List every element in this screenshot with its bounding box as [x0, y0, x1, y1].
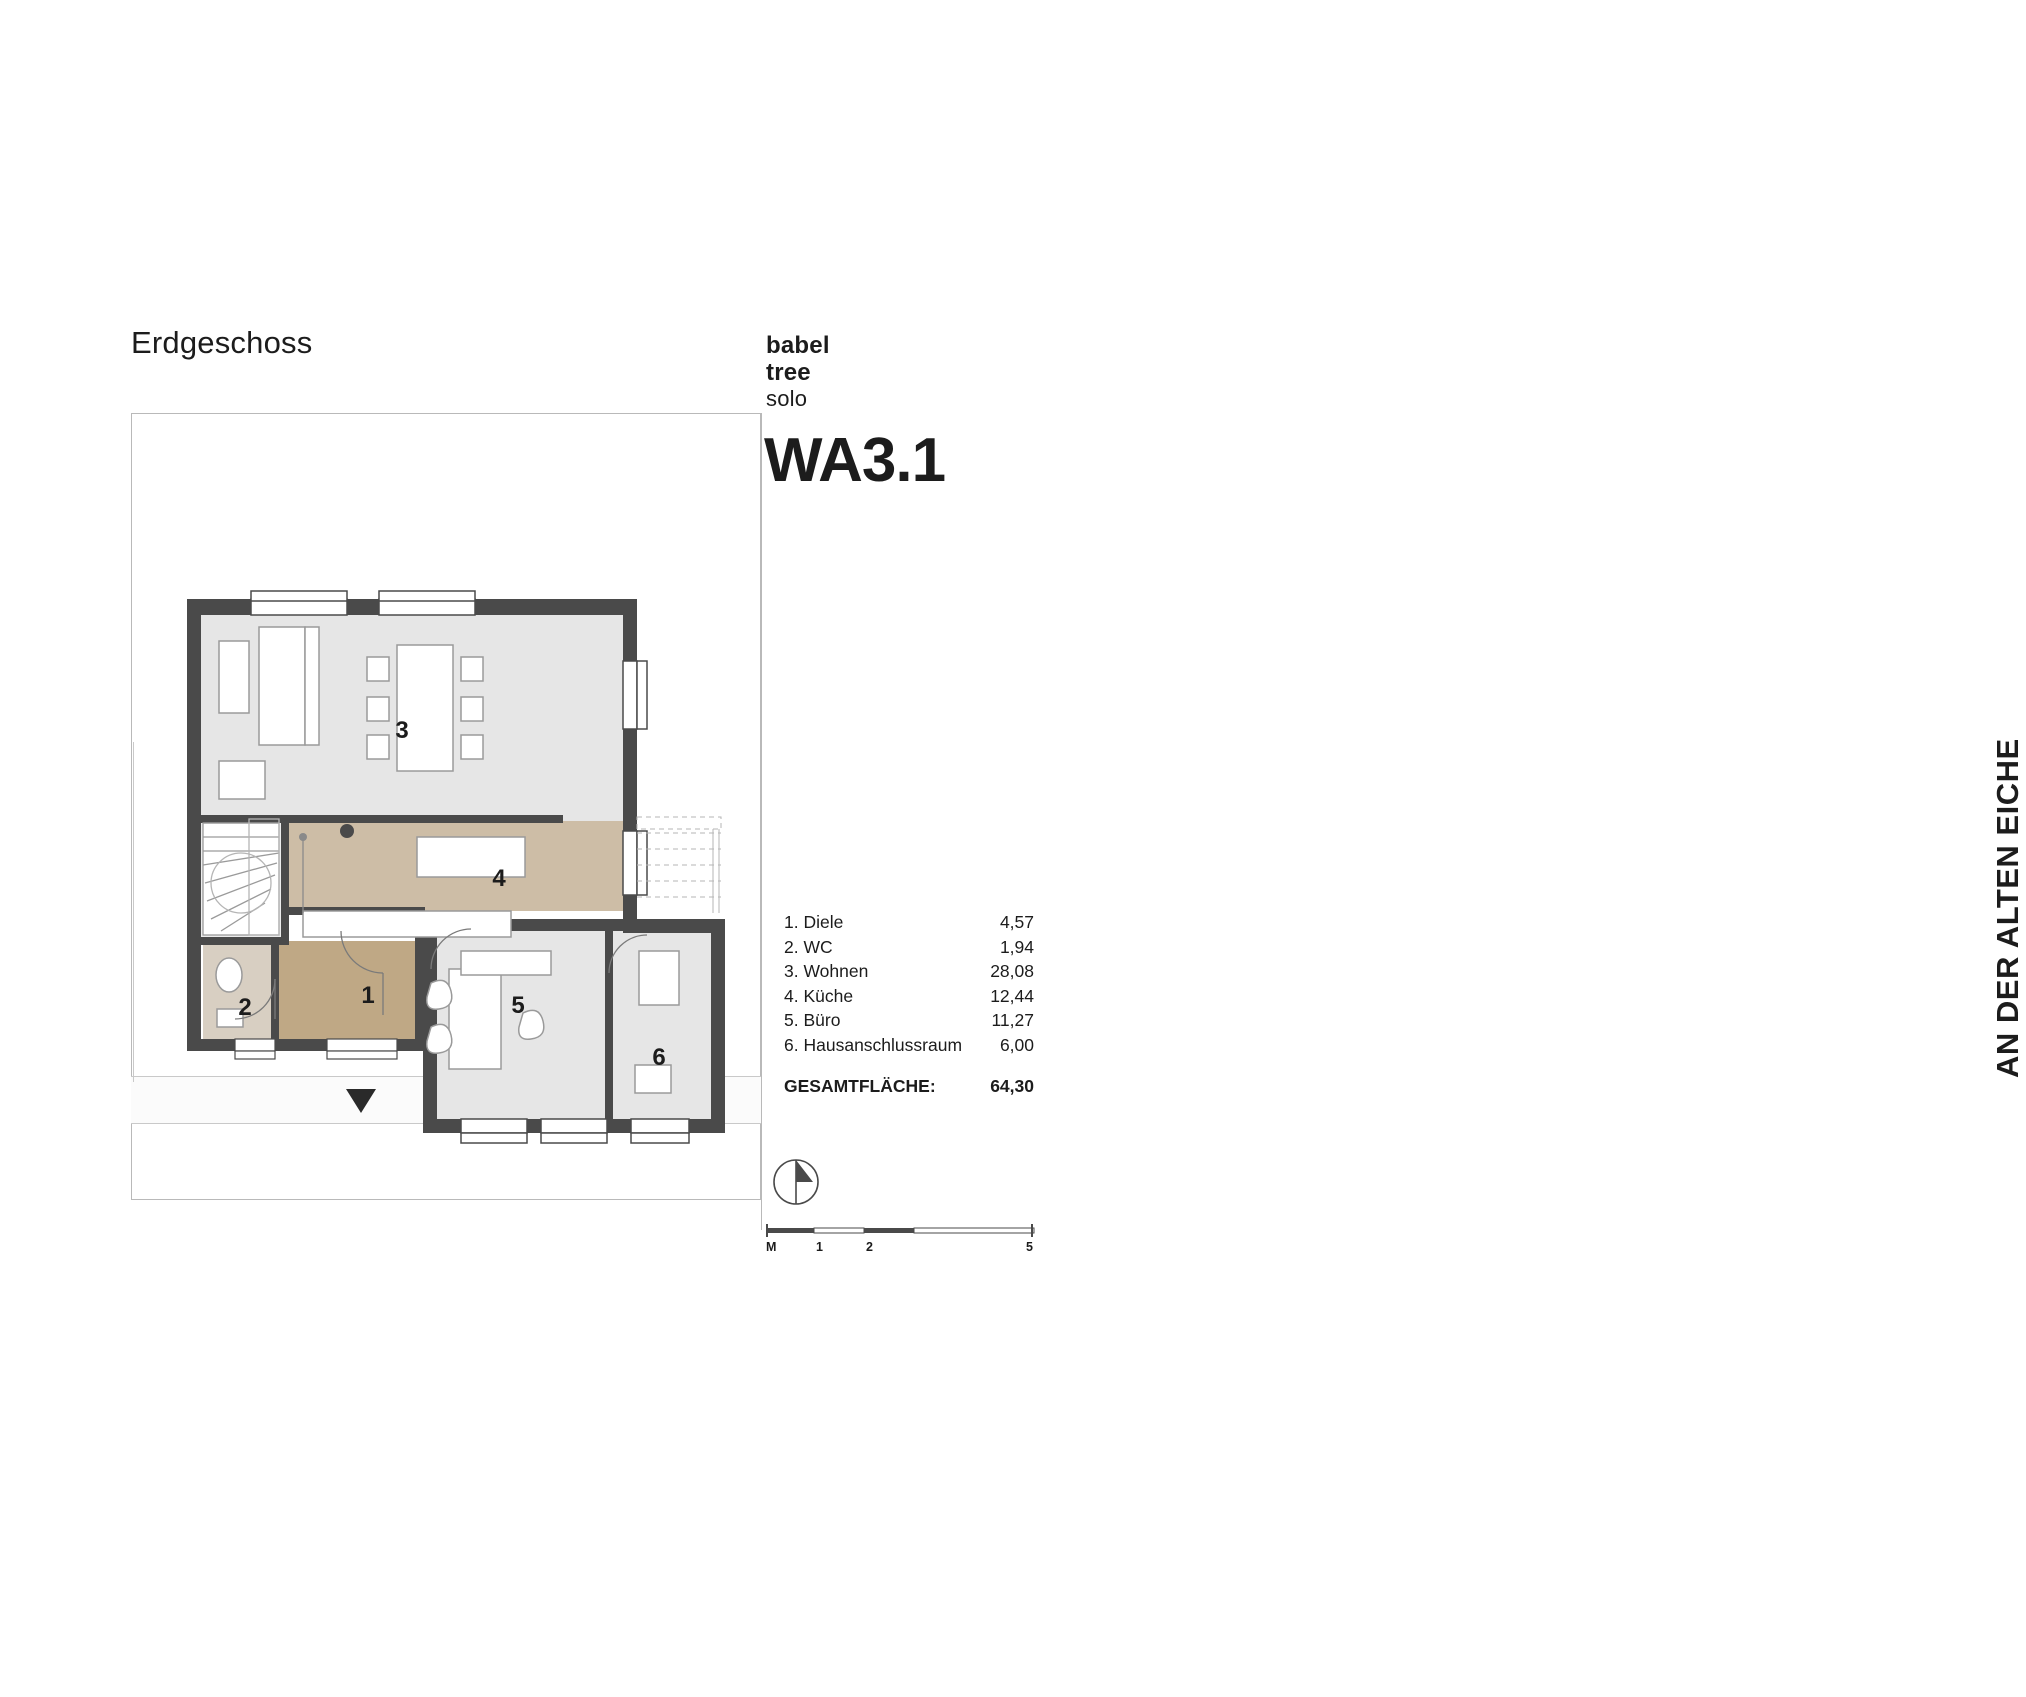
legend-row-2: [784, 937, 1034, 958]
legend-name-2: WC: [803, 936, 833, 957]
legend-area-3: 28,08: [990, 961, 1034, 981]
floorplan-drawing: [131, 413, 771, 1213]
ceiling-point-marker: [340, 824, 354, 838]
room-number-6: 6: [652, 1044, 666, 1071]
scale-tick-1: 1: [816, 1240, 823, 1254]
total-area-label: GESAMTFLÄCHE:: [784, 1075, 936, 1096]
scale-bar: [766, 1222, 1034, 1262]
legend-row-5: [784, 1010, 1034, 1031]
legend-number-1: 1.: [784, 912, 799, 932]
legend-number-4: 4.: [784, 985, 799, 1006]
legend-area-2: 1,94: [999, 936, 1034, 957]
legend-number-3: 3.: [784, 961, 799, 981]
room-number-5: 5: [511, 992, 525, 1019]
legend-number-5: 5.: [784, 1010, 799, 1030]
scale-tick-3: 5: [1026, 1240, 1033, 1254]
legend-row-4: [784, 986, 1034, 1007]
legend-area-6: 6,00: [999, 1034, 1034, 1055]
unit-code: WA3.1: [764, 426, 946, 495]
legend-name-1: Diele: [803, 912, 844, 932]
project-name: AN DER ALTEN EICHE: [1990, 738, 2025, 1078]
scale-tick-0: M: [766, 1240, 777, 1254]
legend-row-3: [784, 961, 1034, 982]
brand-line-3: solo: [766, 385, 808, 411]
legend-area-4: 12,44: [990, 985, 1034, 1006]
legend-number-6: 6.: [784, 1034, 799, 1055]
legend-name-4: Küche: [803, 985, 854, 1006]
legend-name-3: Wohnen: [803, 961, 869, 981]
room-number-2: 2: [238, 994, 252, 1021]
legend-number-2: 2.: [784, 936, 799, 957]
scale-bar-labels: [766, 1240, 1034, 1260]
room-legend: [784, 912, 1034, 1097]
brand-line-2: tree: [766, 358, 811, 386]
legend-name-5: Büro: [803, 1010, 841, 1030]
scale-bar-graphic: [766, 1222, 1034, 1242]
legend-area-5: 11,27: [991, 1010, 1034, 1030]
entrance-marker: [346, 1089, 376, 1113]
scale-tick-2: 2: [866, 1240, 873, 1254]
terrace-hatch: [637, 817, 721, 913]
room-number-1: 1: [361, 982, 375, 1009]
brand-line-1: babel: [766, 332, 830, 359]
north-arrow-icon: [768, 1154, 824, 1210]
brand-logo: [766, 333, 830, 411]
legend-row-1: [784, 912, 1034, 933]
legend-row-6: [784, 1035, 1034, 1056]
room-fill-wohnen-b: [563, 613, 625, 821]
room-number-4: 4: [492, 865, 506, 892]
room-number-3: 3: [395, 717, 409, 744]
page-title: Erdgeschoss: [131, 325, 313, 360]
legend-area-1: 4,57: [999, 912, 1034, 932]
legend-name-6: Hausanschlussraum: [803, 1034, 963, 1055]
total-area-value: 64,30: [990, 1075, 1034, 1096]
total-area-row: [784, 1076, 1034, 1097]
